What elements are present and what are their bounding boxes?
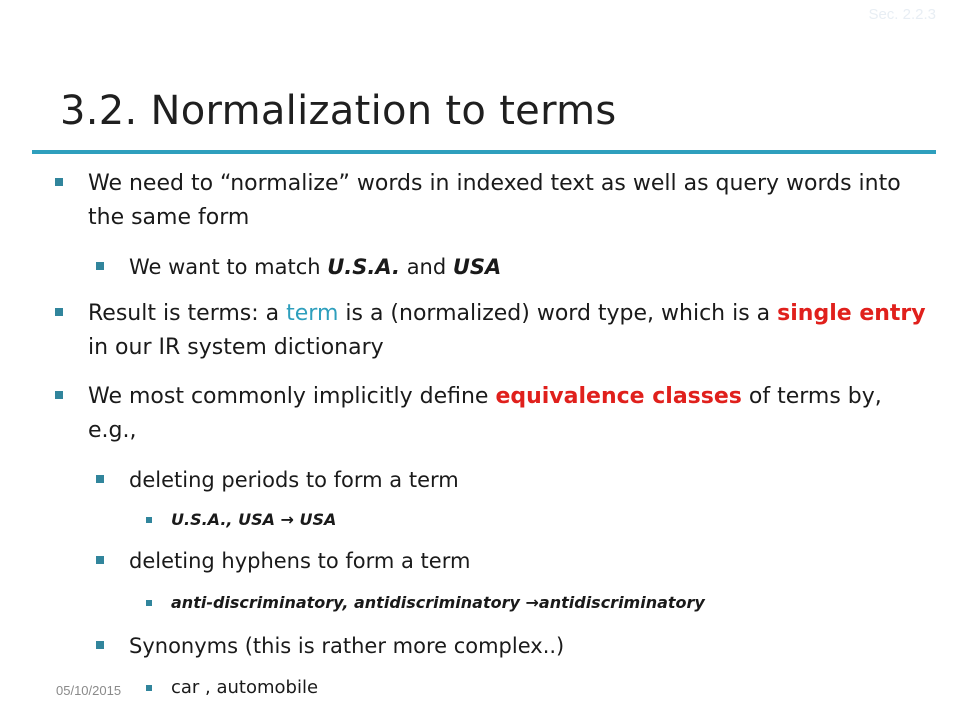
term-usa-dotted: U.S.A. — [327, 255, 401, 279]
bullet-result-terms — [88, 297, 928, 365]
equivalence-classes-highlight: equivalence classes — [495, 384, 742, 409]
square-bullet-icon — [146, 600, 152, 606]
square-bullet-icon — [146, 685, 152, 691]
bullet-text: deleting hyphens to form a term — [129, 549, 471, 573]
bullet-normalize-words — [88, 167, 928, 235]
bullet-match-usa — [129, 251, 501, 283]
example-hyphens — [171, 591, 705, 615]
single-entry-highlight: single entry — [777, 301, 926, 326]
square-bullet-icon — [55, 308, 63, 316]
bullet-text-pre: We most commonly implicitly define — [88, 384, 496, 409]
bullet-equivalence-classes — [88, 380, 928, 448]
term-highlight: term — [286, 301, 339, 326]
square-bullet-icon — [96, 556, 104, 564]
slide-title: 3.2. Normalization to terms — [60, 88, 617, 134]
example-text: anti-discriminatory, antidiscriminatory →antidiscriminatory — [171, 593, 705, 612]
term-usa: USA — [452, 255, 502, 279]
square-bullet-icon — [96, 475, 104, 483]
bullet-text-post: of terms by, e.g., — [88, 384, 882, 443]
bullet-text-mid: and — [400, 255, 453, 279]
bullet-text-post: in our IR system dictionary — [88, 335, 384, 360]
bullet-text-mid: is a (normalized) word type, which is a — [338, 301, 778, 326]
slide-date: 05/10/2015 — [56, 683, 122, 698]
example-text: car , automobile — [171, 677, 319, 698]
example-text: U.S.A., USA → USA — [171, 510, 337, 529]
bullet-text: deleting periods to form a term — [129, 468, 459, 492]
bullet-text-pre: We want to match — [129, 255, 328, 279]
square-bullet-icon — [146, 517, 152, 523]
bullet-text-pre: Result is terms: a — [88, 301, 287, 326]
square-bullet-icon — [96, 641, 104, 649]
bullet-text: Synonyms (this is rather more complex..) — [129, 634, 565, 658]
square-bullet-icon — [96, 262, 104, 270]
square-bullet-icon — [55, 391, 63, 399]
square-bullet-icon — [55, 178, 63, 186]
bullet-text: We need to “normalize” words in indexed text as well as query words into the same form — [88, 171, 901, 230]
example-periods — [171, 508, 336, 532]
bullet-deleting-hyphens — [129, 545, 470, 577]
bullet-synonyms — [129, 630, 564, 662]
section-reference: Sec. 2.2.3 — [868, 6, 936, 23]
bullet-deleting-periods — [129, 464, 459, 496]
example-synonyms — [171, 676, 318, 700]
